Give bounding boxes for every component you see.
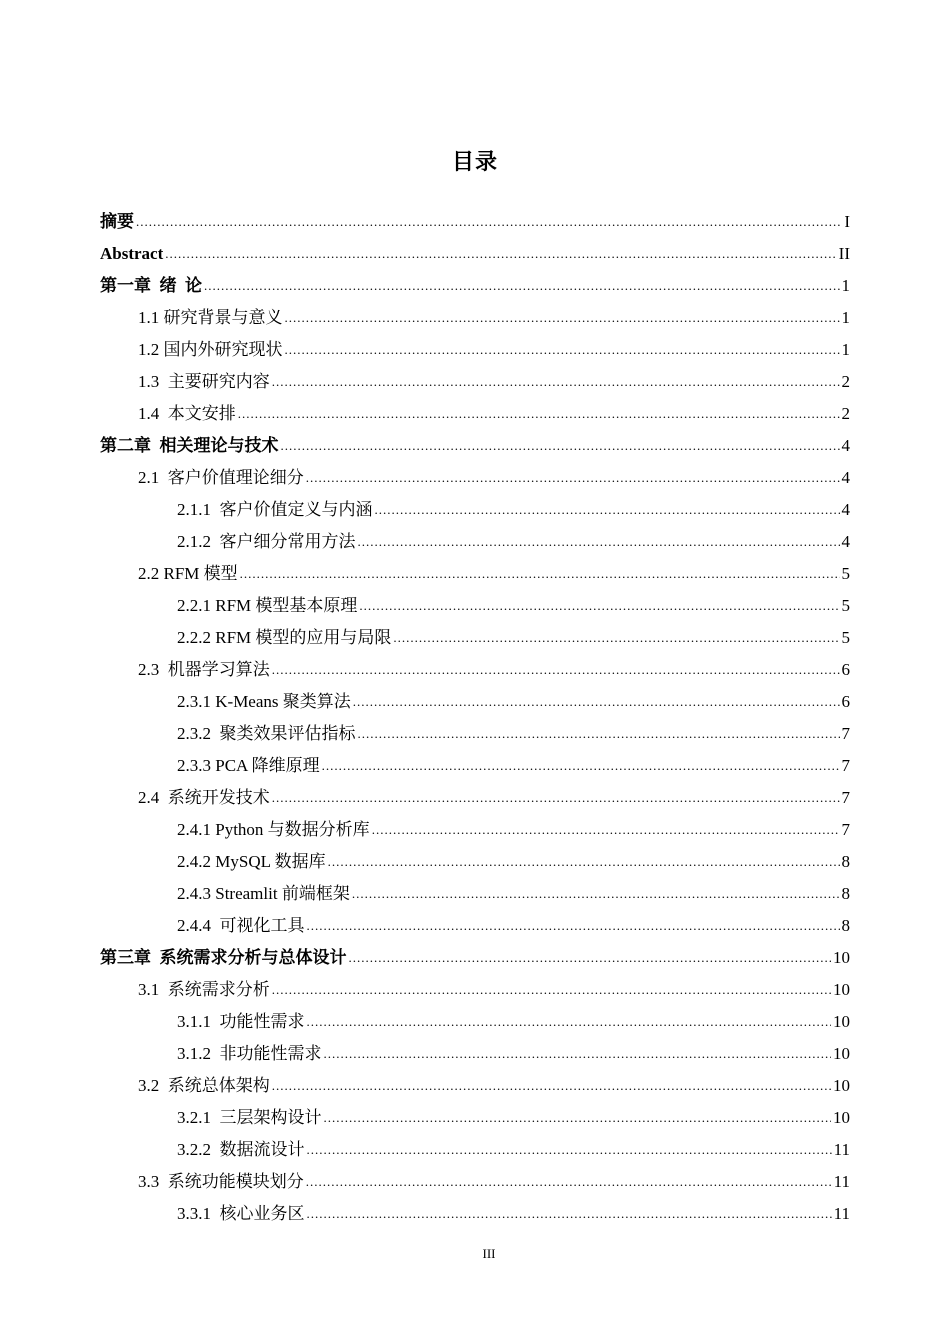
toc-entry[interactable] — [100, 654, 850, 686]
dot-leader — [393, 622, 839, 654]
dot-leader — [372, 814, 840, 846]
dot-leader — [375, 494, 840, 526]
toc-entry-page: 8 — [841, 916, 850, 935]
dot-leader — [324, 1038, 832, 1070]
toc-entry-page: 2 — [841, 404, 850, 423]
toc-entry[interactable] — [100, 1006, 850, 1038]
dot-leader — [358, 526, 840, 558]
dot-leader — [322, 750, 840, 782]
dot-leader — [272, 974, 831, 1006]
toc-entry[interactable] — [100, 1166, 850, 1198]
dot-leader — [352, 878, 840, 910]
toc-entry-page: 4 — [841, 468, 850, 487]
dot-leader — [353, 686, 840, 718]
dot-leader — [165, 238, 836, 270]
toc-entry-label: 2.4.4 可视化工具 — [177, 916, 305, 935]
toc-entry[interactable] — [100, 398, 850, 430]
toc-entry-label: 2.3 机器学习算法 — [138, 660, 270, 679]
toc-entry-page: 5 — [841, 628, 850, 647]
toc-entry-page: 10 — [833, 980, 850, 999]
toc-entry-label: 摘要 — [100, 212, 134, 231]
toc-entry[interactable] — [100, 814, 850, 846]
dot-leader — [272, 654, 840, 686]
toc-entry-page: 1 — [841, 276, 850, 295]
dot-leader — [285, 334, 840, 366]
toc-entry[interactable] — [100, 430, 850, 462]
dot-leader — [307, 1134, 832, 1166]
toc-entry-label: Abstract — [100, 244, 164, 263]
toc-entry-page: 6 — [841, 692, 850, 711]
toc-entry-page: 5 — [841, 596, 850, 615]
toc-entry-page: 11 — [833, 1172, 850, 1191]
toc-entry[interactable] — [100, 270, 850, 302]
toc-entry[interactable] — [100, 686, 850, 718]
toc-entry-label: 2.3.3 PCA 降维原理 — [177, 756, 320, 775]
toc-entry-label: 2.3.2 聚类效果评估指标 — [177, 724, 356, 743]
toc-entry-label: 3.3 系统功能模块划分 — [138, 1172, 304, 1191]
toc-entry-page: 1 — [841, 308, 850, 327]
toc-entry[interactable] — [100, 942, 850, 974]
toc-entry[interactable] — [100, 878, 850, 910]
dot-leader — [204, 270, 840, 302]
toc-entry[interactable] — [100, 1070, 850, 1102]
dot-leader — [272, 366, 840, 398]
toc-entry-label: 3.3.1 核心业务区 — [177, 1204, 305, 1223]
dot-leader — [136, 206, 842, 238]
toc-entry-page: 8 — [841, 884, 850, 903]
toc-entry[interactable] — [100, 846, 850, 878]
toc-entry[interactable] — [100, 366, 850, 398]
dot-leader — [272, 782, 840, 814]
toc-entry-label: 3.1 系统需求分析 — [138, 980, 270, 999]
dot-leader — [285, 302, 840, 334]
toc-entry-page: 5 — [841, 564, 850, 583]
toc-entry[interactable] — [100, 750, 850, 782]
dot-leader — [272, 1070, 831, 1102]
toc-entry-page: 7 — [841, 820, 850, 839]
toc-entry-page: 10 — [833, 1108, 850, 1127]
toc-entry[interactable] — [100, 910, 850, 942]
toc-entry-label: 1.3 主要研究内容 — [138, 372, 270, 391]
toc-entry[interactable] — [100, 782, 850, 814]
toc-entry-label: 3.1.2 非功能性需求 — [177, 1044, 322, 1063]
toc-entry-page: 4 — [841, 500, 850, 519]
dot-leader — [281, 430, 840, 462]
footer-page-number: III — [482, 1246, 496, 1261]
dot-leader — [359, 590, 839, 622]
toc-title: 目录 — [451, 149, 498, 174]
toc-entry[interactable] — [100, 206, 850, 238]
toc-entry-page: 1 — [841, 340, 850, 359]
toc-entry-label: 3.2.2 数据流设计 — [177, 1140, 305, 1159]
toc-entry-label: 2.1.2 客户细分常用方法 — [177, 532, 356, 551]
toc-entry-label: 1.2 国内外研究现状 — [138, 340, 283, 359]
toc-entry-label: 第二章 相关理论与技术 — [100, 436, 279, 455]
dot-leader — [238, 398, 840, 430]
toc-entry-page: 7 — [841, 788, 850, 807]
table-of-contents — [100, 206, 850, 1230]
toc-entry[interactable] — [100, 494, 850, 526]
toc-entry[interactable] — [100, 334, 850, 366]
toc-entry-label: 2.1.1 客户价值定义与内涵 — [177, 500, 373, 519]
toc-entry-label: 2.4.3 Streamlit 前端框架 — [177, 884, 350, 903]
toc-entry-label: 2.1 客户价值理论细分 — [138, 468, 304, 487]
toc-entry-page: 10 — [833, 1076, 850, 1095]
toc-entry-page: 10 — [833, 948, 850, 967]
toc-entry-label: 2.2 RFM 模型 — [138, 564, 238, 583]
toc-entry-page: I — [844, 212, 850, 231]
toc-entry[interactable] — [100, 302, 850, 334]
toc-entry-page: 6 — [841, 660, 850, 679]
toc-entry-label: 3.2 系统总体架构 — [138, 1076, 270, 1095]
toc-entry-page: 4 — [841, 532, 850, 551]
toc-entry[interactable] — [100, 238, 850, 270]
dot-leader — [358, 718, 840, 750]
toc-entry-page: 11 — [833, 1140, 850, 1159]
toc-entry-page: 8 — [841, 852, 850, 871]
toc-entry[interactable] — [100, 462, 850, 494]
toc-entry-page: 4 — [841, 436, 850, 455]
toc-entry-page: 2 — [841, 372, 850, 391]
dot-leader — [328, 846, 840, 878]
dot-leader — [324, 1102, 832, 1134]
toc-entry[interactable] — [100, 590, 850, 622]
toc-entry-label: 1.4 本文安排 — [138, 404, 236, 423]
toc-entry-label: 3.1.1 功能性需求 — [177, 1012, 305, 1031]
toc-entry-label: 2.2.2 RFM 模型的应用与局限 — [177, 628, 392, 647]
toc-entry-label: 2.4.2 MySQL 数据库 — [177, 852, 326, 871]
toc-entry[interactable] — [100, 1198, 850, 1230]
dot-leader — [306, 1166, 832, 1198]
toc-entry-page: 7 — [841, 756, 850, 775]
toc-entry[interactable] — [100, 974, 850, 1006]
toc-entry-label: 1.1 研究背景与意义 — [138, 308, 283, 327]
dot-leader — [307, 1198, 832, 1230]
toc-entry-page: 10 — [833, 1044, 850, 1063]
toc-entry-page: II — [838, 244, 850, 263]
toc-entry[interactable] — [100, 1038, 850, 1070]
dot-leader — [349, 942, 832, 974]
toc-entry[interactable] — [100, 1134, 850, 1166]
dot-leader — [240, 558, 840, 590]
toc-entry-label: 3.2.1 三层架构设计 — [177, 1108, 322, 1127]
toc-entry-label: 2.2.1 RFM 模型基本原理 — [177, 596, 358, 615]
toc-entry-label: 2.4 系统开发技术 — [138, 788, 270, 807]
toc-entry[interactable] — [100, 622, 850, 654]
toc-entry-page: 11 — [833, 1204, 850, 1223]
toc-entry-page: 7 — [841, 724, 850, 743]
toc-entry[interactable] — [100, 526, 850, 558]
toc-entry[interactable] — [100, 1102, 850, 1134]
toc-entry-label: 第一章 绪 论 — [100, 276, 202, 295]
toc-entry-label: 2.3.1 K-Means 聚类算法 — [177, 692, 351, 711]
dot-leader — [306, 462, 840, 494]
toc-entry-label: 第三章 系统需求分析与总体设计 — [100, 948, 347, 967]
toc-entry[interactable] — [100, 558, 850, 590]
toc-entry-label: 2.4.1 Python 与数据分析库 — [177, 820, 370, 839]
toc-entry[interactable] — [100, 718, 850, 750]
dot-leader — [307, 1006, 832, 1038]
dot-leader — [307, 910, 840, 942]
toc-entry-page: 10 — [833, 1012, 850, 1031]
